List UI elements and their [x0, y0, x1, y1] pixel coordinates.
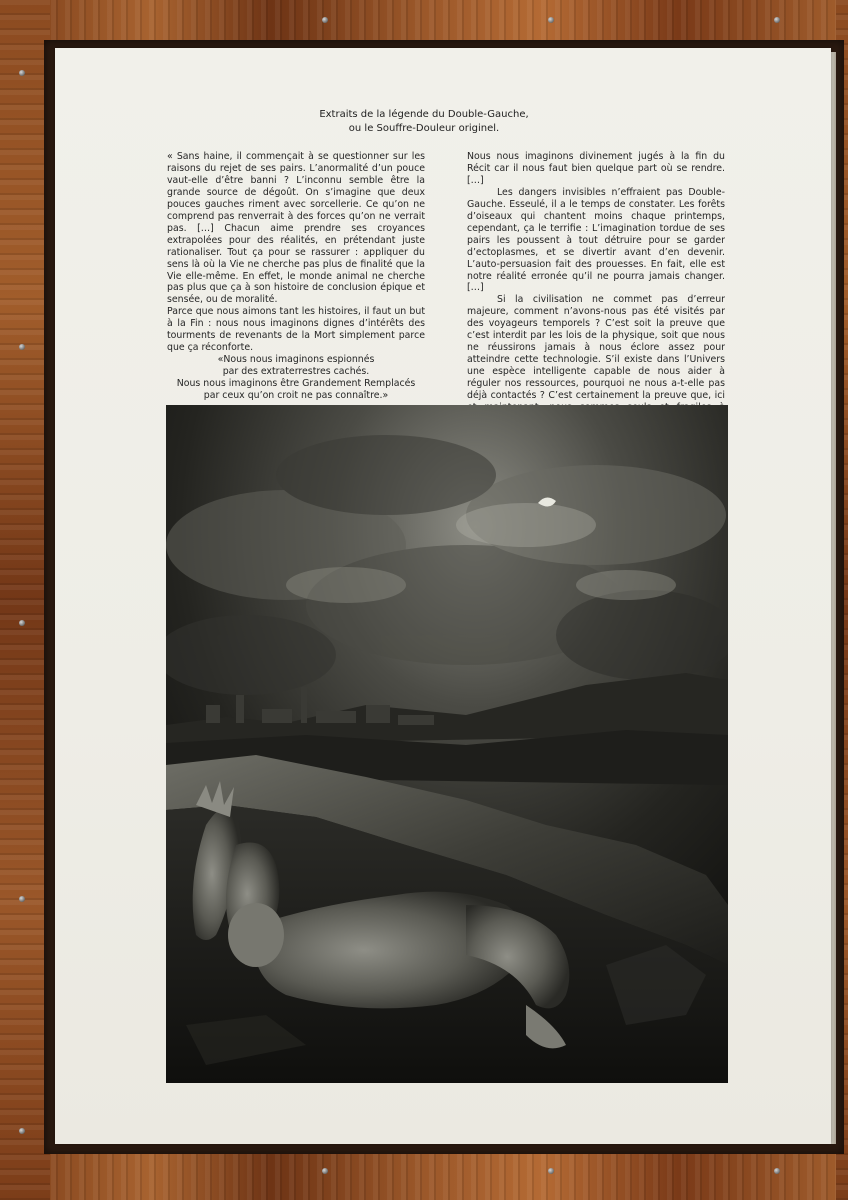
artwork-illustration [166, 405, 728, 1083]
nail-icon [19, 344, 25, 350]
nail-icon [322, 17, 328, 23]
paragraph: Parce que nous aimons tant les histoires, il faut un but à la Fin : nous nous imaginons dignes d’intérêts des tourments de revenants de la Mort simplement parce que ça réconforte. [167, 306, 425, 354]
poem-line: Nous nous imaginons être Grandement Remplacés [176, 378, 416, 390]
right-text-column [467, 151, 725, 426]
frame-bottom-rail [0, 1150, 848, 1200]
poem-line: par des extraterrestres cachés. [222, 366, 370, 378]
poem-line: «Nous nous imaginons espionnés [217, 354, 375, 366]
left-text-column [167, 151, 425, 402]
nail-icon [19, 70, 25, 76]
nail-icon [19, 896, 25, 902]
nail-icon [774, 17, 780, 23]
mezzotint-artwork [166, 405, 728, 1083]
nail-icon [322, 1168, 328, 1174]
nail-icon [19, 1128, 25, 1134]
title-line-1: Extraits de la légende du Double-Gauche, [319, 109, 529, 120]
paragraph: Les dangers invisibles n’effraient pas Double-Gauche. Esseulé, il a le temps de constater. Les forêts d’oiseaux qui chantent moins chaque printemps, cependant, ça le terrifie : L’imagination tordue de ses pairs les poussent à tout détruire pour se garder d’ectoplasmes, et se divertir avant d’en devenir. L’auto-persuasion fait des prouesses. En fait, elle est notre réalité erronée qu’il ne pourra jamais changer. […] [467, 186, 725, 294]
nail-icon [774, 1168, 780, 1174]
nail-icon [548, 17, 554, 23]
frame-left-stile [0, 0, 50, 1200]
paragraph: Si la civilisation ne commet pas d’erreur majeure, comment n’avons-nous pas été visités par des voyageurs temporels ? C’est soit la preuve que c’est interdit par les lois de la physique, soit que nous ne réussirons jamais à nous éclore assez pour atteindre cette technologie. S’il existe dans l’Univers une espèce intelligente capable de nous aider à réguler nos ressources, pourquoi ne nous a-t-elle pas déjà contactés ? C’est certainement la preuve que, ici [467, 294, 725, 402]
poem-line: par ceux qu’on croit ne pas connaître.» [203, 390, 389, 402]
paragraph: Nous nous imaginons divinement jugés à la fin du Récit car il nous faut bien quelque part où se rendre. […] [467, 151, 725, 186]
nail-icon [548, 1168, 554, 1174]
paragraph: « Sans haine, il commençait à se questionner sur les raisons du rejet de ses pairs. L’anormalité d’un pouce vaut-elle d’être banni ? L’inconnu semble être la grande source de dégoût. On s’imagine que deux pouces gauches riment avec sorcellerie. Ce qu’on ne comprend pas renverrait à des forces qu’on ne verrait pas. […] Chacun aime prendre ses croyances extrapolées pour des réalités, en prétendant juste rationaliser. Tout ça pour se rassurer : appliquer du sens là où la Vie ne cherche pas plus de finalité que la Vie elle-même. En effet, le monde animal ne cherche pas plus que ça à son histoire de conclusion épique et sensée, ou de moralité. [167, 151, 425, 306]
title-line-2: ou le Souffre-Douleur originel. [348, 123, 500, 134]
nail-icon [19, 620, 25, 626]
document-title [300, 108, 548, 136]
